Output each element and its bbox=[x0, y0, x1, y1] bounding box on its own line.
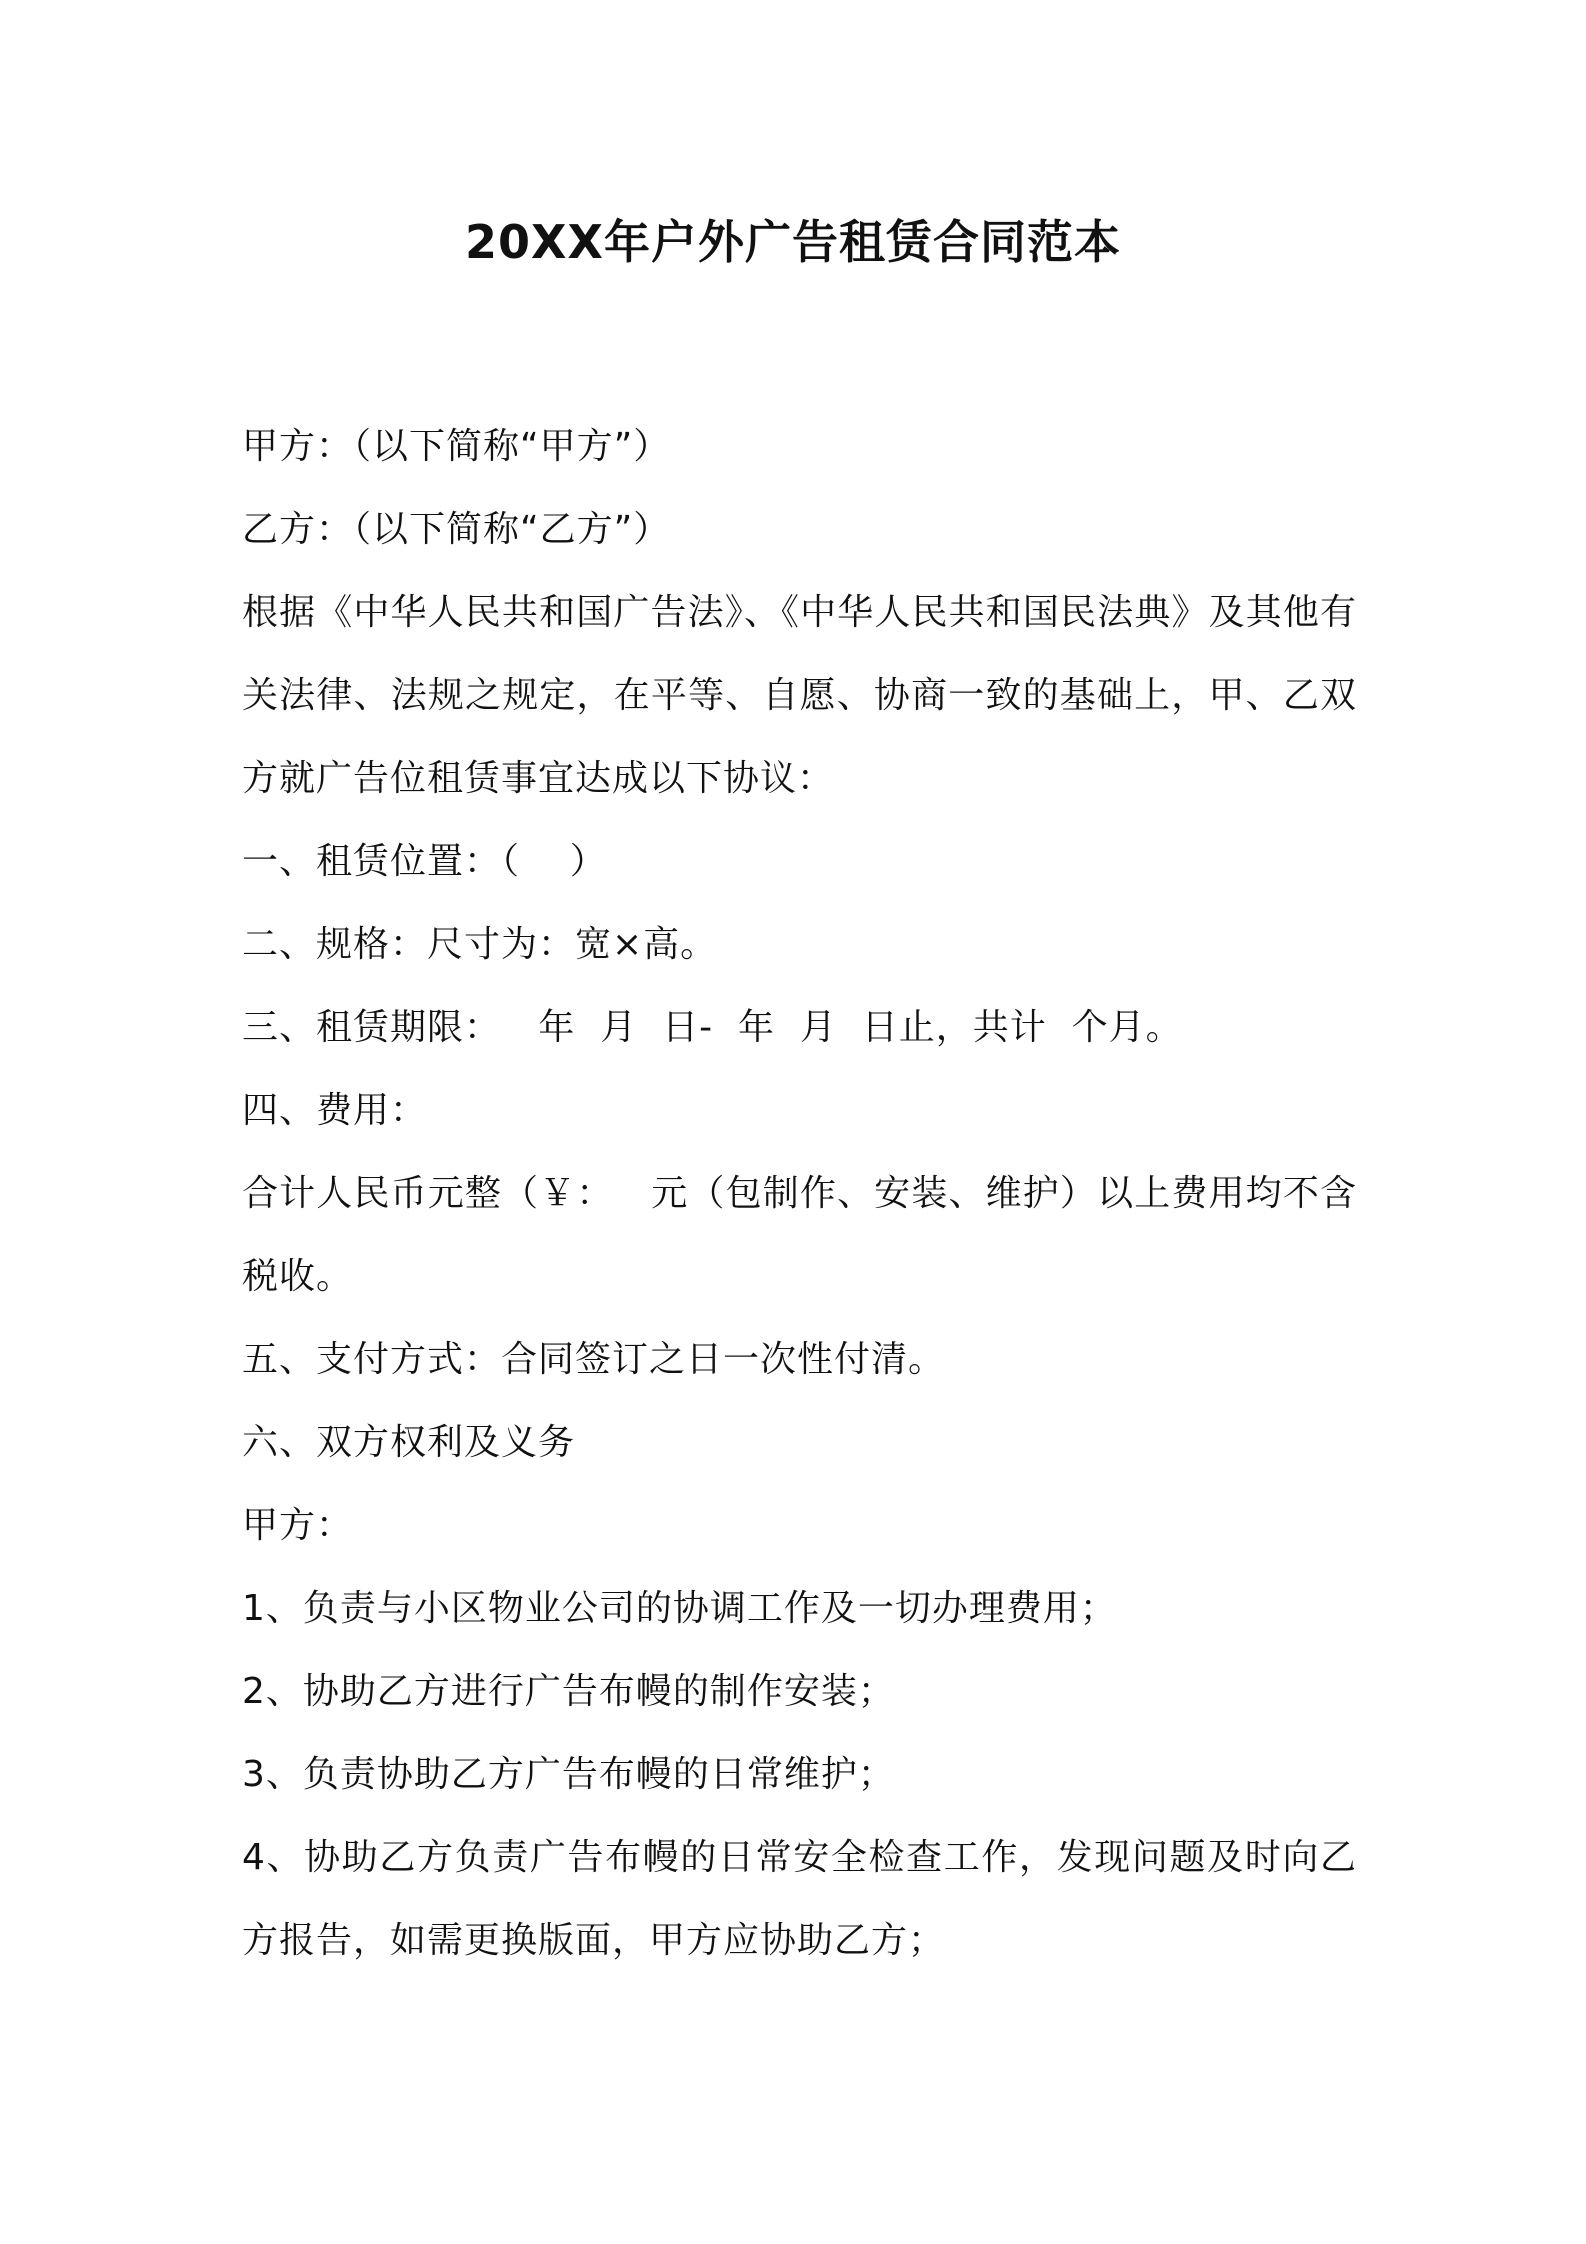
clause-5-payment: 五、支付方式：合同签订之日一次性付清。 bbox=[242, 1339, 946, 1380]
document-title: 20XX年户外广告租赁合同范本 bbox=[465, 215, 1121, 269]
party-a-duties-heading: 甲方： bbox=[242, 1505, 354, 1546]
clause-1-location: 一、租赁位置：（ ） bbox=[242, 841, 607, 882]
clause-3-term: 三、租赁期限： 年 月 日- 年 月 日止，共计 个月。 bbox=[242, 1007, 1183, 1048]
party-a-duty-2: 2、协助乙方进行广告布幔的制作安装； bbox=[242, 1671, 895, 1712]
party-a-line: 甲方：（以下简称“甲方”） bbox=[242, 426, 671, 467]
party-a-duty-3: 3、负责协助乙方广告布幔的日常维护； bbox=[242, 1754, 895, 1795]
clause-4-fees-amount: 合计人民币元整（￥： 元（包制作、安装、维护）以上费用均不含税收。 bbox=[242, 1173, 1357, 1297]
party-a-duty-1: 1、负责与小区物业公司的协调工作及一切办理费用； bbox=[242, 1588, 1117, 1629]
party-a-duty-4: 4、协助乙方负责广告布幔的日常安全检查工作，发现问题及时向乙方报告，如需更换版面，甲方应协助乙方； bbox=[242, 1837, 1357, 1961]
party-b-line: 乙方：（以下简称“乙方”） bbox=[242, 509, 671, 550]
document-body bbox=[242, 405, 1357, 1982]
clause-2-specification: 二、规格：尺寸为：宽×高。 bbox=[242, 924, 718, 965]
clause-6-heading: 六、双方权利及义务 bbox=[242, 1422, 576, 1463]
preamble-paragraph: 根据《中华人民共和国广告法》、《中华人民共和国民法典》及其他有关法律、法规之规定，在平等、自愿、协商一致的基础上，甲、乙双方就广告位租赁事宜达成以下协议： bbox=[242, 592, 1357, 799]
clause-4-fees-heading: 四、费用： bbox=[242, 1090, 428, 1131]
